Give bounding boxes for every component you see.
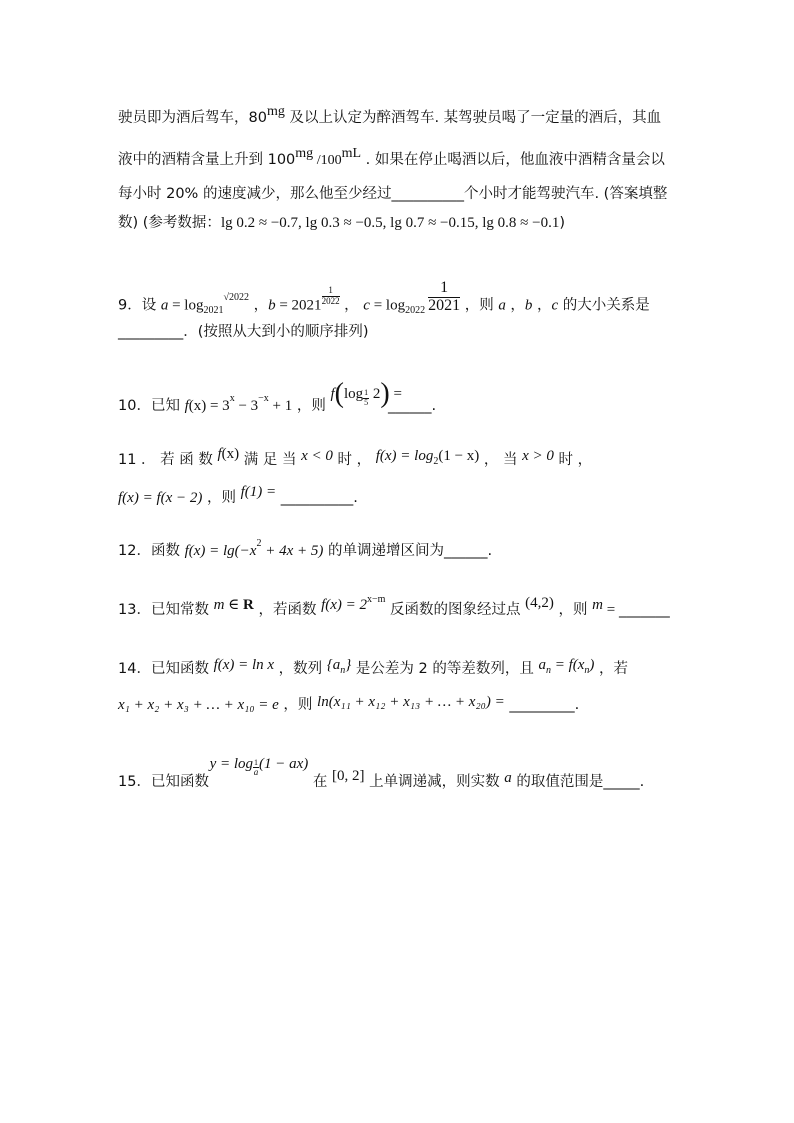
q10-f-of-log [330,378,402,409]
q11-fx: (x) [221,446,240,462]
q8-unit-mg-2: mg [295,146,314,161]
q9-var-c: c [551,297,559,314]
q9-var-b: b [524,297,533,314]
q15-func [209,756,309,777]
q10-f2: f [330,386,335,402]
q11-def1-base: 2 [433,456,439,467]
q11-def2: f(x) = f(x − 2) [118,490,203,506]
q8-unit-slash: /100 [313,153,342,168]
q15-suffix: 的取值范围是_____. [511,774,645,790]
q8-unit-ml: mL [341,146,362,161]
q15-arg: (1 − ax) [259,756,309,772]
q8-line-2 [118,146,665,171]
q13-point: (4,2) [525,595,554,611]
q13-eq: = [602,602,619,618]
q10-log: log [343,386,364,402]
q10-def: (x) = 3 [188,398,230,414]
q12-prefix: 12．函数 [118,543,185,559]
q11-def1-arg: (1 − x) [438,448,480,464]
q12-func: f(x) = lg(−x [184,543,257,559]
q9-a-var: a [160,297,169,314]
q15-a: a [504,770,512,786]
q13-mid2: 反函数的图象经过点 [385,602,526,618]
q9-prefix: 9．设 [118,297,161,314]
q14-prefix: 14．已知函数 [118,661,214,677]
q9-comma: ， [505,297,525,314]
q8-line-1 [118,104,662,129]
q8-text-d: . 如果在停止喝酒以后，他血液中酒精含量会以 [361,152,665,168]
q11-f: f [217,446,222,462]
q15-mid: 在 [308,774,333,790]
q13-then: ，则 [553,602,593,618]
q15-prefix: 15．已知函数 [118,774,214,790]
q9-b-var: b [268,297,276,314]
q9-c-eq: = log [369,297,406,314]
q14-an: a [538,657,546,673]
q10-blank: ______. [387,398,437,414]
q9-comma-2: ， [532,297,552,314]
q9-suffix: 的大小关系是 [558,297,650,314]
q14-ln: ln(x₁₁ + x₁₂ + x₁₃ + … + x₂₀) = [317,694,505,710]
q14-blank: _________. [504,697,580,713]
q8-text-a: 驶员即为酒后驾车，80 [118,110,267,126]
q11-cond1: x < 0 [301,448,333,464]
q9-line-1 [118,279,650,323]
q11-blank: __________. [276,490,358,506]
q8-line-4 [118,213,565,233]
q10-arg: 2 [369,386,381,402]
q13-prefix: 13．已知常数 [118,602,214,618]
q14-seq-sub: n [340,665,346,676]
q10-paren-open: ( [334,378,344,409]
q9-a-arg: √2022 [223,292,249,304]
q9-c-var: c [363,297,370,314]
q14-seq-label: ，数列 [274,661,327,677]
q8-line-3 [118,184,667,204]
q9-b-num: 1 [322,286,340,296]
q9-c-fraction [428,280,460,315]
q10-exp2: −x [258,393,269,404]
q9-b-eq: = 2021 [275,297,322,314]
q9-answer-line: _________．(按照从大到小的顺序排列) [118,324,369,340]
q15-base [253,759,259,778]
q15-desc: 上单调递减，则实数 [364,774,505,790]
q9-then: ，则 [460,297,499,314]
q14-an-end: ) [589,657,595,673]
q8-unit-mg: mg [266,104,285,119]
q14-an-sub: n [545,665,551,676]
q10-mid: − 3 [234,398,259,414]
q10-f: f [184,398,189,414]
q9-b-den: 2022 [321,295,340,306]
q11-def1: f(x) = log [375,448,434,464]
q11-f1: f(1) = [240,484,277,500]
q10-paren-close: ) [380,378,390,409]
q11-then: ，则 [202,490,241,506]
q9-a-base: 2021 [203,305,224,317]
q8-text-c: 液中的酒精含量上升到 100 [118,152,296,168]
q8-text-b: 及以上认定为醉酒驾车. 某驾驶员喝了一定量的酒后，其血 [284,110,662,126]
q9-c-base: 2022 [405,305,426,317]
q9-c-den: 2021 [428,296,461,314]
q14-seq: {a [326,657,341,673]
q10-log-base [363,389,369,407]
q8-text-e: 每小时 20% 的速度减少，那么他至少经过__________个小时才能驾驶汽车. (答案填整 [118,186,668,202]
q14-desc: 是公差为 2 的等差数列，且 [351,661,539,677]
q13-m2: m [592,597,603,613]
q13-blank: _______ [618,602,670,618]
q13-mid: ，若函数 [253,602,322,618]
q10-end: + 1 [268,398,293,414]
q12-suffix: 的单调递增区间为______. [323,543,493,559]
q14-then: ，则 [278,697,318,713]
q14-f: f(x) = ln x [213,657,275,673]
q15-interval: [0, 2] [332,768,365,784]
q12-func-end: + 4x + 5) [261,543,324,559]
q9-a-eq: = log [168,297,204,314]
q10-then: ，则 [292,398,331,414]
q14-ruo: ，若 [594,661,629,677]
q14-an-sub2: n [584,665,590,676]
q10-exp1: x [229,393,235,404]
q15-y: y = log [209,756,254,772]
q9-sep: ， [248,297,269,314]
q14-line-1 [118,659,628,681]
q13-line [118,594,670,622]
q11-cond2: x > 0 [522,448,554,464]
q11-shi: 时 ， [332,452,376,468]
q9-var-a: a [498,297,506,314]
q11-shi-2: 时 ， [553,452,593,468]
q13-in: ∈ [224,597,244,613]
q12-sq: 2 [256,538,262,549]
q15-base-den: a [253,766,259,777]
q10-base-den: 5 [364,397,369,407]
q11-when: 满 足 当 [239,452,302,468]
q13-f: f(x) = 2 [321,597,368,613]
q14-sum: x₁ + x₂ + x₃ + … + x₁₀ = e [118,697,279,713]
q14-line-2 [118,695,579,715]
q9-b-exponent [322,286,340,306]
q10-base-num: 1 [364,388,369,398]
q9-line-2 [118,322,369,342]
q9-c-num: 1 [428,280,460,298]
q15-line [118,756,645,792]
q10-eq: = [389,386,402,402]
q11-dang: ， 当 [479,452,523,468]
q8-ref-close: ) [559,215,566,231]
q12-line [118,538,493,563]
q11-prefix: 11 ． 若 函 数 [118,452,218,468]
q10-line [118,378,437,418]
q8-ref-label: 数) (参考数据： [118,215,221,231]
q9-sep-2: ， [339,297,359,314]
q13-R: R [243,597,254,613]
q11-line-1 [118,446,593,472]
q13-m: m [213,597,225,613]
q8-ref-values: lg 0.2 ≈ −0.7, lg 0.3 ≈ −0.5, lg 0.7 ≈ −0.15, lg 0.8 ≈ −0.1 [220,215,560,231]
q13-exp: x−m [367,594,386,605]
q14-an-eq: = f(x [550,657,585,673]
q15-base-num: 1 [254,757,259,767]
q14-seq-end: } [345,657,352,673]
q10-prefix: 10．已知 [118,398,185,414]
q11-line-2 [118,484,358,508]
